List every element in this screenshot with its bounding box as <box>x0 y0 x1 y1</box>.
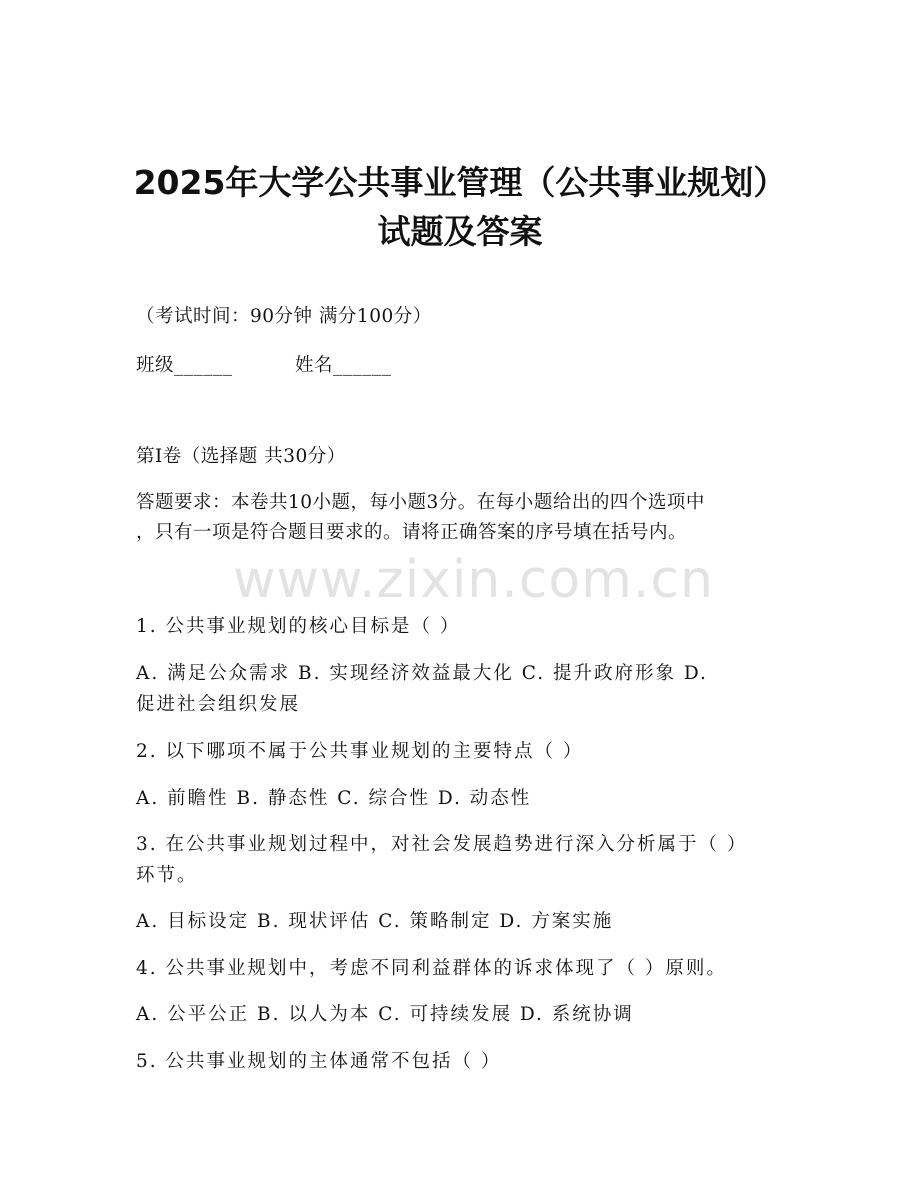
title-line-1: 2025年大学公共事业管理（公共事业规划） <box>133 163 787 202</box>
question-3-stem-line-1: 3. 在公共事业规划过程中，对社会发展趋势进行深入分析属于（ ） <box>136 834 748 855</box>
title-line-2: 试题及答案 <box>377 212 543 251</box>
instructions-line-1: 答题要求：本卷共10小题，每小题3分。在每小题给出的四个选项中 <box>136 492 705 513</box>
class-field-label: 班级______ <box>136 355 233 376</box>
instructions-line-2: ，只有一项是符合题目要求的。请将正确答案的序号填在括号内。 <box>136 522 688 543</box>
question-2-options: A. 前瞻性 B. 静态性 C. 综合性 D. 动态性 <box>136 788 532 809</box>
question-1-options-line-1: A. 满足公众需求 B. 实现经济效益最大化 C. 提升政府形象 D. <box>136 663 708 684</box>
question-1-options-line-2: 促进社会组织发展 <box>136 694 301 715</box>
question-1-stem: 1. 公共事业规划的核心目标是（ ） <box>136 616 461 637</box>
exam-info: （考试时间：90分钟 满分100分） <box>136 306 432 327</box>
question-3-stem-line-2: 环节。 <box>136 865 198 886</box>
section-heading: 第I卷（选择题 共30分） <box>136 446 346 467</box>
question-2-stem: 2. 以下哪项不属于公共事业规划的主要特点（ ） <box>136 741 584 762</box>
question-3-options: A. 目标设定 B. 现状评估 C. 策略制定 D. 方案实施 <box>136 911 614 932</box>
question-4-stem: 4. 公共事业规划中，考虑不同利益群体的诉求体现了（ ）原则。 <box>136 958 727 979</box>
watermark-text: www.zixin.com.cn <box>233 550 714 610</box>
question-4-options: A. 公平公正 B. 以人为本 C. 可持续发展 D. 系统协调 <box>136 1004 634 1025</box>
question-5-stem: 5. 公共事业规划的主体通常不包括（ ） <box>136 1051 502 1072</box>
name-field-label: 姓名______ <box>295 355 392 376</box>
